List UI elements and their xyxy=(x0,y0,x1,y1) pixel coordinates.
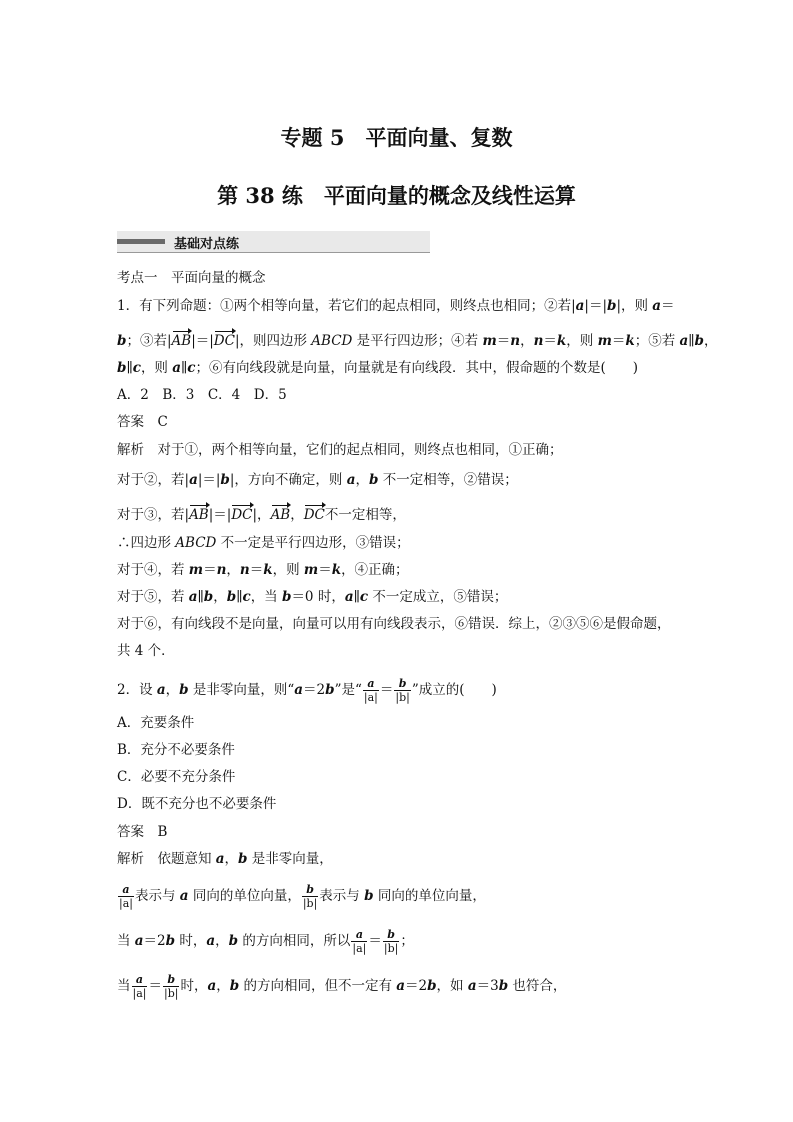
q1-analysis-1: 解析 对于①，两个相等向量，它们的起点相同，则终点也相同，①正确； xyxy=(117,442,563,458)
frac-a: $\frac{a}{|a|}$ xyxy=(132,973,147,1000)
frac-a: $\frac{a}{|a|}$ xyxy=(363,677,378,704)
q1-options: A．2 B．3 C．4 D．5 xyxy=(117,387,287,403)
q2-option-a: A．充要条件 xyxy=(117,715,195,731)
section-band xyxy=(117,231,430,253)
frac-a: $\frac{a}{|a|}$ xyxy=(352,928,367,955)
frac-b: $\frac{b}{|b|}$ xyxy=(395,677,410,704)
frac-b: $\frac{b}{|b|}$ xyxy=(383,928,399,955)
q2-analysis-3: 当 a＝2b 时，a，b 的方向相同，所以 $\frac{a}{|a|}$ ＝ $\frac{b}{|b|}$ ； xyxy=(117,928,414,955)
q2-option-b: B．充分不必要条件 xyxy=(117,742,235,758)
q2-analysis-4: 当 $\frac{a}{|a|}$ ＝ $\frac{b}{|b|}$ 时，a，b 的方向相同，但不一定有 a＝2b，如 a＝3b 也符合， xyxy=(117,973,567,1000)
q2-analysis-1: 解析 依题意知 a，b 是非零向量， xyxy=(117,851,333,867)
q1-analysis-3: 对于③，若|AB|＝|DC|，AB，DC不一定相等， xyxy=(117,507,406,523)
q1-analysis-6: 对于⑤，若 a∥b，b∥c，当 b＝0 时，a∥c 不一定成立，⑤错误； xyxy=(117,589,508,605)
q1-analysis-2: 对于②，若|a|＝|b|，方向不确定，则 a，b 不一定相等，②错误； xyxy=(117,472,518,488)
q1-analysis-4: ∴四边形 ABCD 不一定是平行四边形，③错误； xyxy=(117,535,410,551)
q2-analysis-2: $\frac{a}{|a|}$ 表示与 a 同向的单位向量， $\frac{b}{|b|}$ 表示与 b 同向的单位向量， xyxy=(119,883,486,910)
q1-line3: b∥c，则 a∥c；⑥有向线段就是向量，向量就是有向线段．其中，假命题的个数是( ) xyxy=(117,360,639,376)
q1-answer: 答案 C xyxy=(117,414,168,430)
frac-a: $\frac{a}{|a|}$ xyxy=(119,883,133,910)
q2-answer: 答案 B xyxy=(117,824,168,840)
section-label: 基础对点练 xyxy=(174,237,240,252)
lesson-title: 第 38 练 平面向量的概念及线性运算 xyxy=(217,183,576,208)
q1-analysis-8: 共 4 个． xyxy=(117,643,175,659)
q2-stem: 2．设 a，b 是非零向量，则“a＝2b”是“ $\frac{a}{|a|}$ ＝ $\frac{b}{|b|}$ ”成立的( ) xyxy=(117,677,497,704)
q2-option-c: C．必要不充分条件 xyxy=(117,769,236,785)
q1-line2: b；③若|AB|＝|DC|，则四边形 ABCD 是平行四边形；④若 m＝n，n＝k，则 m＝k；⑤若 a∥b， xyxy=(117,333,718,349)
q1-line1: 1．有下列命题：①两个相等向量，若它们的起点相同，则终点也相同；②若|a|＝|b|，则 a＝ xyxy=(117,298,675,314)
kaodian-heading: 考点一 平面向量的概念 xyxy=(117,270,266,286)
frac-b: $\frac{b}{|b|}$ xyxy=(163,973,179,1000)
q1-analysis-5: 对于④，若 m＝n，n＝k，则 m＝k，④正确； xyxy=(117,562,409,578)
q2-option-d: D．既不充分也不必要条件 xyxy=(117,796,277,812)
section-bar-icon xyxy=(117,239,165,244)
chapter-title: 专题 5 平面向量、复数 xyxy=(280,125,513,150)
frac-b: $\frac{b}{|b|}$ xyxy=(302,883,318,910)
q1-analysis-7: 对于⑥，有向线段不是向量，向量可以用有向线段表示，⑥错误．综上，②③⑤⑥是假命题， xyxy=(117,616,671,632)
